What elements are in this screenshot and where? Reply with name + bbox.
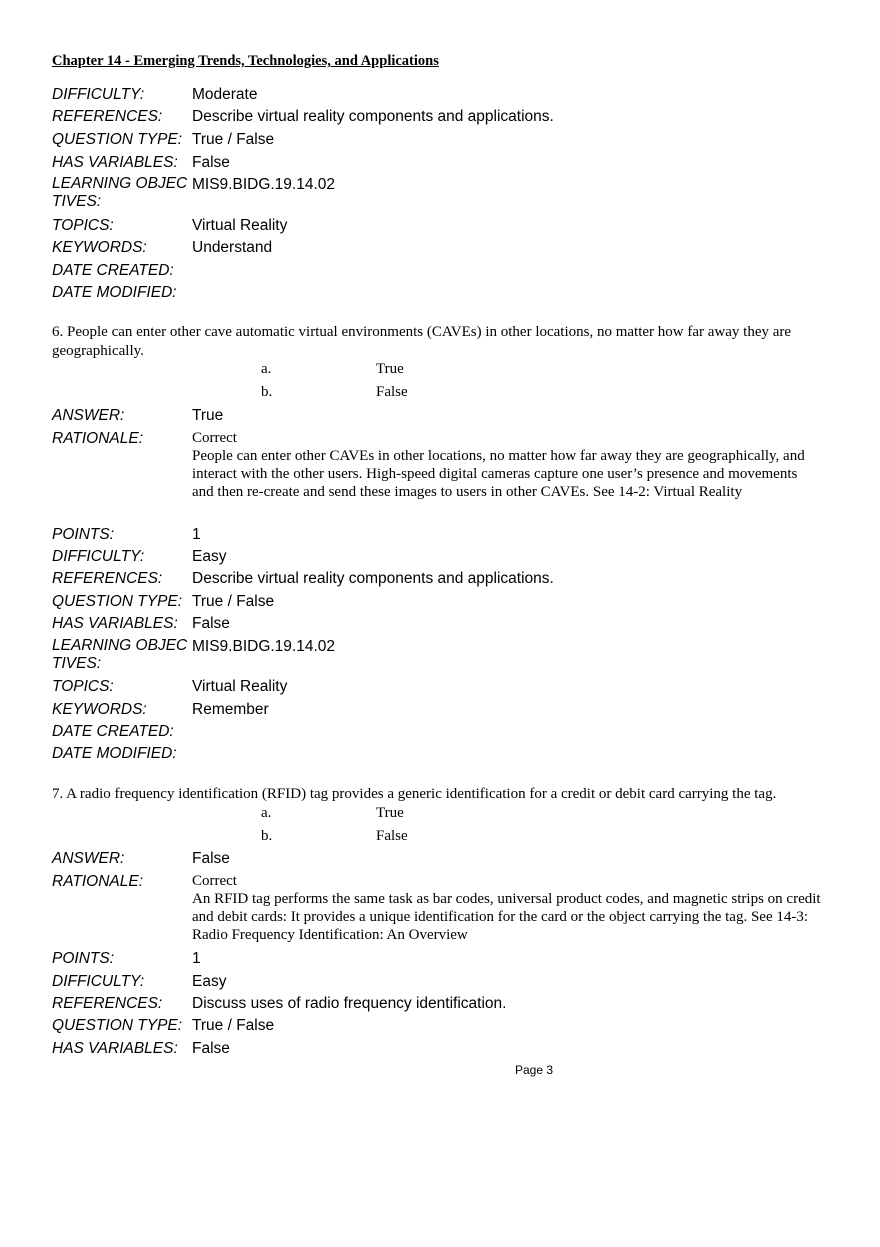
value: Moderate (192, 86, 258, 103)
q6-date-modified (52, 744, 832, 763)
value: Easy (192, 973, 227, 990)
q6-question-type (52, 592, 832, 611)
value: Discuss uses of radio frequency identification. (192, 995, 507, 1012)
q6-references (52, 569, 832, 588)
value: Easy (192, 548, 227, 565)
q6-topics (52, 677, 832, 696)
meta-references (52, 107, 832, 126)
q6-has-variables (52, 614, 832, 633)
label: DIFFICULTY: (52, 548, 145, 565)
label: REFERENCES: (52, 570, 163, 587)
q6-date-created (52, 722, 832, 741)
meta-topics (52, 216, 832, 235)
label: KEYWORDS: (52, 239, 147, 256)
label-line-1: LEARNING OBJEC (52, 175, 188, 192)
value: MIS9.BIDG.19.14.02 (192, 176, 336, 193)
label: TOPICS: (52, 217, 114, 234)
rationale-head: Correct (192, 873, 237, 889)
value: False (192, 1040, 230, 1057)
meta-difficulty (52, 85, 832, 104)
q6-option-a-letter: a. (261, 361, 272, 377)
rationale-head: Correct (192, 430, 237, 446)
value: 1 (192, 526, 201, 543)
value: Describe virtual reality components and applications. (192, 108, 554, 125)
q7-references (52, 994, 832, 1013)
label: REFERENCES: (52, 995, 163, 1012)
q6-option-b-letter: b. (261, 384, 273, 400)
value: Describe virtual reality components and applications. (192, 570, 554, 587)
rationale-body: An RFID tag performs the same task as bar codes, universal product codes, and magnetic strips on credit and debit cards: It provides a unique identification for the card or the object carrying the tag. See 14-3: Radio Frequency Identification: An Overview (192, 891, 821, 943)
q7-option-b-letter: b. (261, 828, 273, 844)
value: MIS9.BIDG.19.14.02 (192, 638, 336, 655)
label: QUESTION TYPE: (52, 1017, 183, 1034)
label: TOPICS: (52, 678, 114, 695)
label: DIFFICULTY: (52, 86, 145, 103)
label: KEYWORDS: (52, 701, 147, 718)
label: DATE CREATED: (52, 262, 174, 279)
label: ANSWER: (52, 850, 125, 867)
label-line-1: LEARNING OBJEC (52, 637, 188, 654)
q6-difficulty (52, 547, 832, 566)
meta-question-type (52, 130, 832, 149)
label: DIFFICULTY: (52, 973, 145, 990)
q7-answer (52, 849, 832, 868)
meta-learning-objectives (52, 175, 832, 211)
label: POINTS: (52, 950, 115, 967)
label: HAS VARIABLES: (52, 154, 178, 171)
label (52, 175, 192, 211)
label: QUESTION TYPE: (52, 131, 183, 148)
rationale-body: People can enter other CAVEs in other locations, no matter how far away they are geographically, and interact with the other users. High-speed digital cameras capture one user’s presence and movements and then re-create and send these images to users in other CAVEs. See 14-2: Virtual Reality (192, 448, 805, 500)
value: Remember (192, 701, 269, 718)
q7-question-type (52, 1016, 832, 1035)
meta-keywords (52, 238, 832, 257)
value: True / False (192, 1017, 275, 1034)
rationale-content (192, 872, 822, 944)
value: 1 (192, 950, 201, 967)
q7-has-variables (52, 1039, 832, 1058)
label: RATIONALE: (52, 430, 144, 447)
label (52, 637, 192, 673)
label: POINTS: (52, 526, 115, 543)
q7-option-b-text: False (376, 828, 408, 844)
q7-difficulty (52, 972, 832, 991)
q6-keywords (52, 700, 832, 719)
value: False (192, 154, 230, 171)
meta-date-modified (52, 283, 832, 302)
q7-option-a-letter: a. (261, 805, 272, 821)
q6-option-a-text: True (376, 361, 404, 377)
label-line-2: TIVES: (52, 193, 102, 210)
value: False (192, 850, 230, 867)
label: ANSWER: (52, 407, 125, 424)
label: RATIONALE: (52, 873, 144, 890)
value: False (192, 615, 230, 632)
label: QUESTION TYPE: (52, 593, 183, 610)
label-line-2: TIVES: (52, 655, 102, 672)
page-number: Page 3 (515, 1063, 554, 1077)
value: Understand (192, 239, 273, 256)
q7-option-a-text: True (376, 805, 404, 821)
label: HAS VARIABLES: (52, 1040, 178, 1057)
label: DATE MODIFIED: (52, 284, 177, 301)
q6-rationale (52, 429, 832, 501)
q7-rationale (52, 872, 832, 944)
question-7-text: 7. A radio frequency identification (RFID) tag provides a generic identification for a credit or debit card carrying the tag. (52, 786, 777, 802)
label: DATE CREATED: (52, 723, 174, 740)
value: True / False (192, 593, 275, 610)
q6-answer (52, 406, 832, 425)
q6-points (52, 525, 832, 544)
meta-has-variables (52, 153, 832, 172)
value: Virtual Reality (192, 217, 288, 234)
chapter-title: Chapter 14 - Emerging Trends, Technologies, and Applications (52, 53, 439, 69)
rationale-content (192, 429, 822, 501)
question-6-text: 6. People can enter other cave automatic virtual environments (CAVEs) in other locations, no matter how far away they are geographically. (52, 324, 792, 359)
q6-learning-objectives (52, 637, 832, 673)
value: True / False (192, 131, 275, 148)
meta-date-created (52, 261, 832, 280)
label: DATE MODIFIED: (52, 745, 177, 762)
value: True (192, 407, 224, 424)
value: Virtual Reality (192, 678, 288, 695)
q7-points (52, 949, 832, 968)
label: HAS VARIABLES: (52, 615, 178, 632)
label: REFERENCES: (52, 108, 163, 125)
q6-option-b-text: False (376, 384, 408, 400)
